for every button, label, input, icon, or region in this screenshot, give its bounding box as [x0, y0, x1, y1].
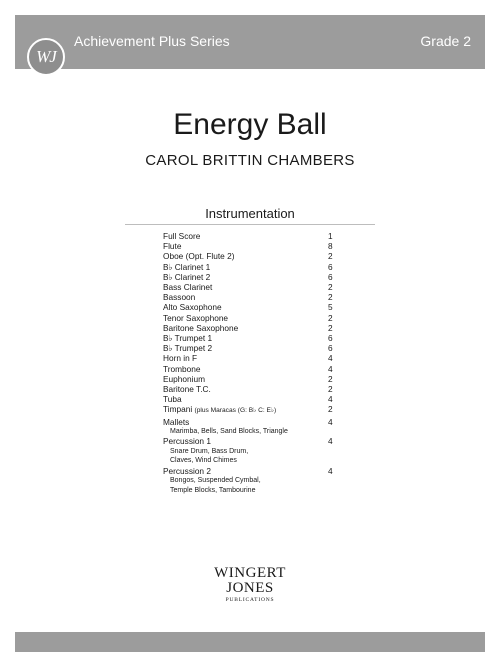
instrument-note: (plus Maracas (G: B♭ C: E♭) [194, 407, 277, 415]
instrument-name-group [163, 374, 205, 384]
footer-bar [15, 632, 485, 652]
instrument-count: 6 [328, 271, 333, 282]
instrument-row [163, 374, 338, 384]
instrument-name-group [163, 251, 234, 261]
instrument-count: 1 [328, 231, 333, 241]
instrument-name: Bassoon [163, 292, 196, 303]
instrument-name-group [163, 364, 201, 374]
instrument-count: 6 [328, 333, 333, 344]
publisher-logo [205, 566, 295, 604]
instrument-name-group [163, 262, 210, 272]
instrument-row [163, 292, 338, 302]
instrument-row [163, 241, 338, 251]
instrument-count: 5 [328, 302, 333, 313]
instrument-name: Baritone Saxophone [163, 322, 239, 333]
instrument-name-group [163, 333, 212, 343]
instrument-name: Tuba [163, 394, 182, 405]
wj-logo [27, 38, 65, 76]
instrument-row [163, 466, 338, 476]
instrument-count: 2 [328, 292, 333, 303]
instrument-row [163, 272, 338, 282]
instrument-row [163, 323, 338, 333]
instrument-row [163, 436, 338, 446]
instrument-count: 2 [328, 282, 333, 293]
publisher-line-3: PUBLICATIONS [225, 597, 275, 603]
instrument-row [163, 262, 338, 272]
instrument-name: Flute [163, 241, 182, 252]
instrument-count: 6 [328, 261, 333, 272]
instrument-row [163, 231, 338, 241]
instrument-count: 2 [328, 384, 333, 395]
instrument-detail: Marimba, Bells, Sand Blocks, Triangle [170, 427, 288, 435]
instrument-count: 4 [328, 465, 333, 476]
instrument-row [163, 343, 338, 353]
instrument-count: 8 [328, 241, 333, 252]
instrument-name: Trombone [163, 363, 201, 374]
instrument-name: Mallets [163, 416, 190, 427]
instrument-name-group [163, 404, 276, 416]
instrument-count: 4 [328, 416, 333, 427]
instrumentation-divider [125, 224, 375, 225]
instrument-name-group [163, 272, 210, 282]
instrumentation-list [163, 231, 338, 495]
instrument-name-group [163, 241, 181, 251]
instrument-name: B♭ Trumpet 1 [163, 333, 213, 344]
instrument-name-group [163, 292, 195, 302]
instrument-row [163, 394, 338, 404]
instrument-name: B♭ Clarinet 1 [163, 261, 211, 272]
instrument-name-group [163, 384, 211, 394]
instrument-row [163, 353, 338, 363]
instrument-name-group [163, 313, 228, 323]
instrument-row [163, 417, 338, 427]
piece-title: Energy Ball [173, 108, 327, 141]
instrumentation-heading: Instrumentation [205, 206, 295, 221]
instrument-name-group [163, 343, 212, 353]
instrument-detail: Snare Drum, Bass Drum, [170, 447, 249, 455]
instrument-name: Percussion 2 [163, 465, 211, 476]
instrument-name: Baritone T.C. [163, 384, 211, 395]
instrument-row [163, 282, 338, 292]
composer-name: CAROL BRITTIN CHAMBERS [145, 152, 355, 169]
instrument-row [163, 364, 338, 374]
instrument-name-group [163, 353, 197, 363]
instrument-count: 2 [328, 373, 333, 384]
instrument-detail: Claves, Wind Chimes [170, 457, 237, 465]
instrument-count: 4 [328, 353, 333, 364]
instrument-count: 4 [328, 363, 333, 374]
instrument-count: 6 [328, 343, 333, 354]
instrument-count: 4 [328, 394, 333, 405]
instrument-row [163, 333, 338, 343]
instrument-name-group [163, 302, 222, 312]
instrument-count: 4 [328, 436, 333, 447]
instrument-name-group [163, 231, 200, 241]
instrument-name-group [163, 394, 182, 404]
instrument-name-group [163, 466, 211, 476]
instrument-name-group [163, 417, 189, 427]
instrument-name: Percussion 1 [163, 436, 211, 447]
instrument-count: 2 [328, 251, 333, 262]
instrument-row [163, 313, 338, 323]
logo-text: WJ [36, 47, 56, 66]
instrument-name: Oboe (Opt. Flute 2) [163, 251, 235, 262]
instrument-name: Timpani [163, 404, 193, 415]
instrument-name: B♭ Clarinet 2 [163, 271, 211, 282]
instrument-row [163, 302, 338, 312]
instrument-row [163, 384, 338, 394]
instrument-name-group [163, 323, 238, 333]
instrument-name: B♭ Trumpet 2 [163, 343, 213, 354]
publisher-line-2: JONES [226, 580, 274, 596]
instrument-name: Full Score [163, 231, 201, 241]
instrument-name: Horn in F [163, 353, 198, 364]
instrument-detail: Bongos, Suspended Cymbal, [170, 477, 261, 485]
instrument-name: Bass Clarinet [163, 282, 213, 293]
instrument-name-group [163, 436, 211, 446]
instrument-row [163, 251, 338, 261]
grade-level: Grade 2 [420, 33, 471, 49]
instrument-count: 2 [328, 322, 333, 333]
instrument-name: Euphonium [163, 373, 205, 384]
publisher-line-1: WINGERT [214, 565, 286, 581]
instrument-name: Tenor Saxophone [163, 312, 229, 323]
series-name: Achievement Plus Series [74, 33, 230, 49]
instrument-detail: Temple Blocks, Tambourine [170, 486, 256, 494]
instrument-row [163, 404, 338, 416]
instrument-count: 2 [328, 404, 333, 415]
instrument-name-group [163, 282, 212, 292]
instrument-count: 2 [328, 312, 333, 323]
instrument-name: Alto Saxophone [163, 302, 222, 313]
